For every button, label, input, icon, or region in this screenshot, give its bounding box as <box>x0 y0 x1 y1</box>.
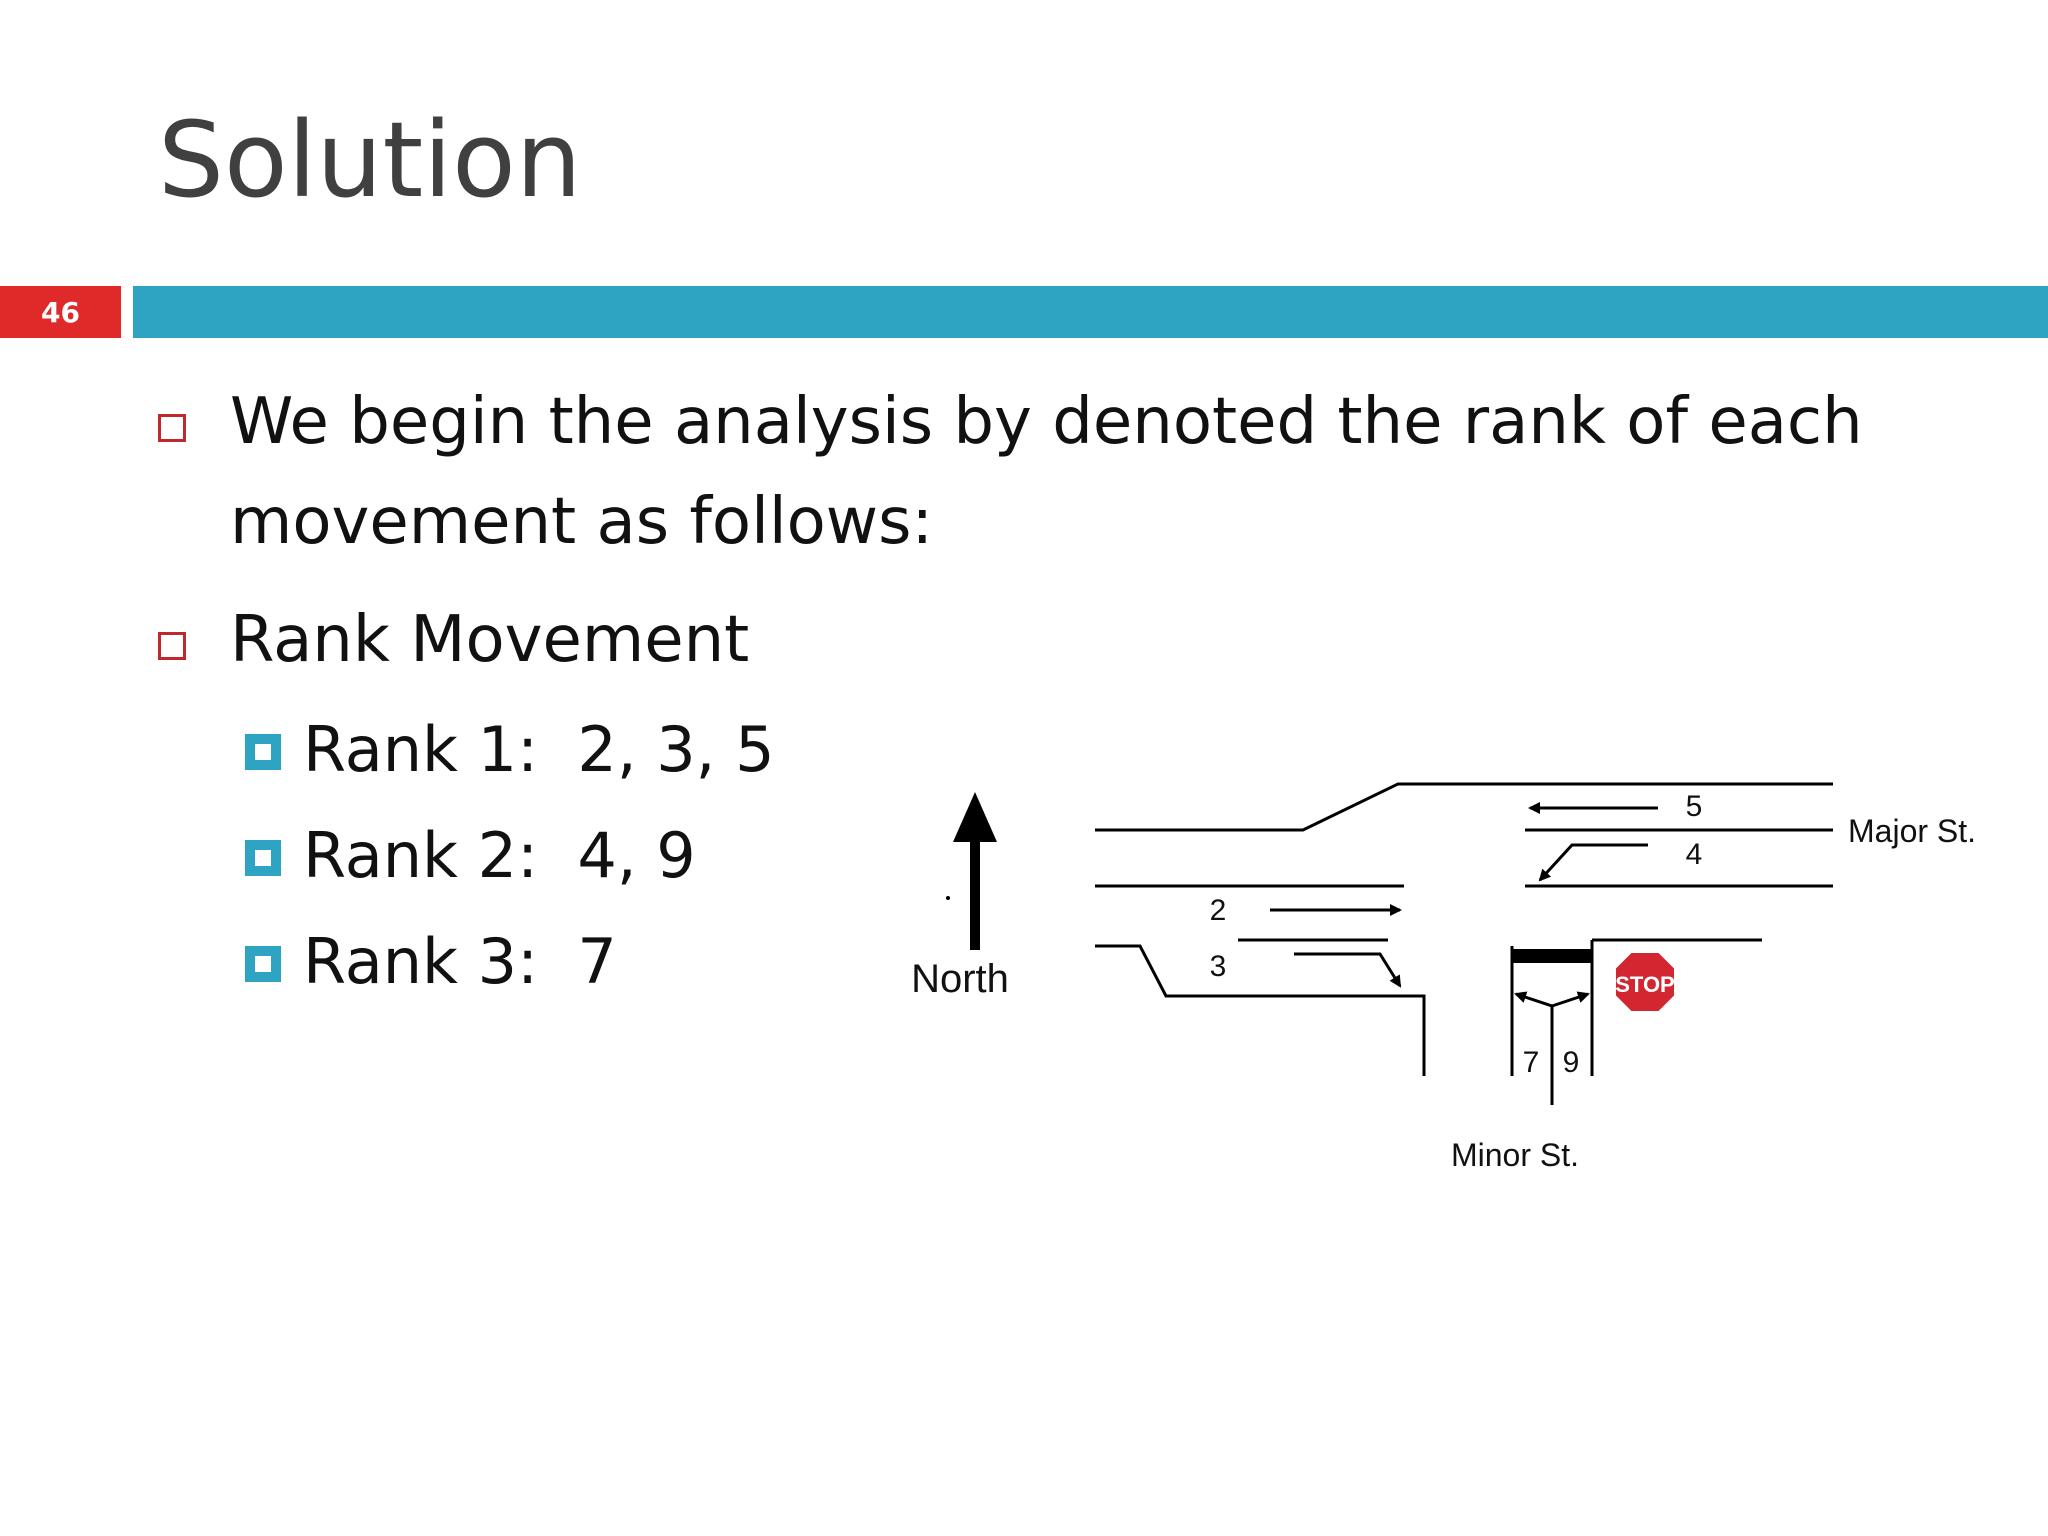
bullet-text: We begin the analysis by denoted the rank of each movement as follows: <box>230 385 1863 559</box>
north-label: North <box>911 957 1009 1001</box>
movement-label-5: 5 <box>1685 790 1703 823</box>
sub-bullet-text: Rank 2: 4, 9 <box>303 819 696 892</box>
dot <box>946 896 950 900</box>
minor-street-label: Minor St. <box>1450 1137 1580 1173</box>
bullet-text: Rank Movement <box>230 603 750 677</box>
slide-number: 46 <box>0 286 121 338</box>
movement-arrows <box>1270 808 1658 1020</box>
movement-label-3: 3 <box>1209 950 1227 983</box>
movement-label-9: 9 <box>1562 1046 1580 1079</box>
slide-title: Solution <box>158 99 582 221</box>
movement-label-4: 4 <box>1685 838 1703 871</box>
sub-bullet-text: Rank 3: 7 <box>303 925 617 998</box>
north-arrow-icon <box>953 792 997 950</box>
stop-sign-label: STOP <box>1615 972 1675 997</box>
sub-bullet-text: Rank 1: 2, 3, 5 <box>303 713 775 786</box>
movement-label-2: 2 <box>1209 894 1227 927</box>
major-street-label: Major St. <box>1848 813 1977 849</box>
movement-label-7: 7 <box>1522 1046 1540 1079</box>
minor-street-edges <box>1512 946 1592 1105</box>
major-street-edges <box>1095 784 1833 1076</box>
stop-sign-icon <box>1615 952 1675 1012</box>
